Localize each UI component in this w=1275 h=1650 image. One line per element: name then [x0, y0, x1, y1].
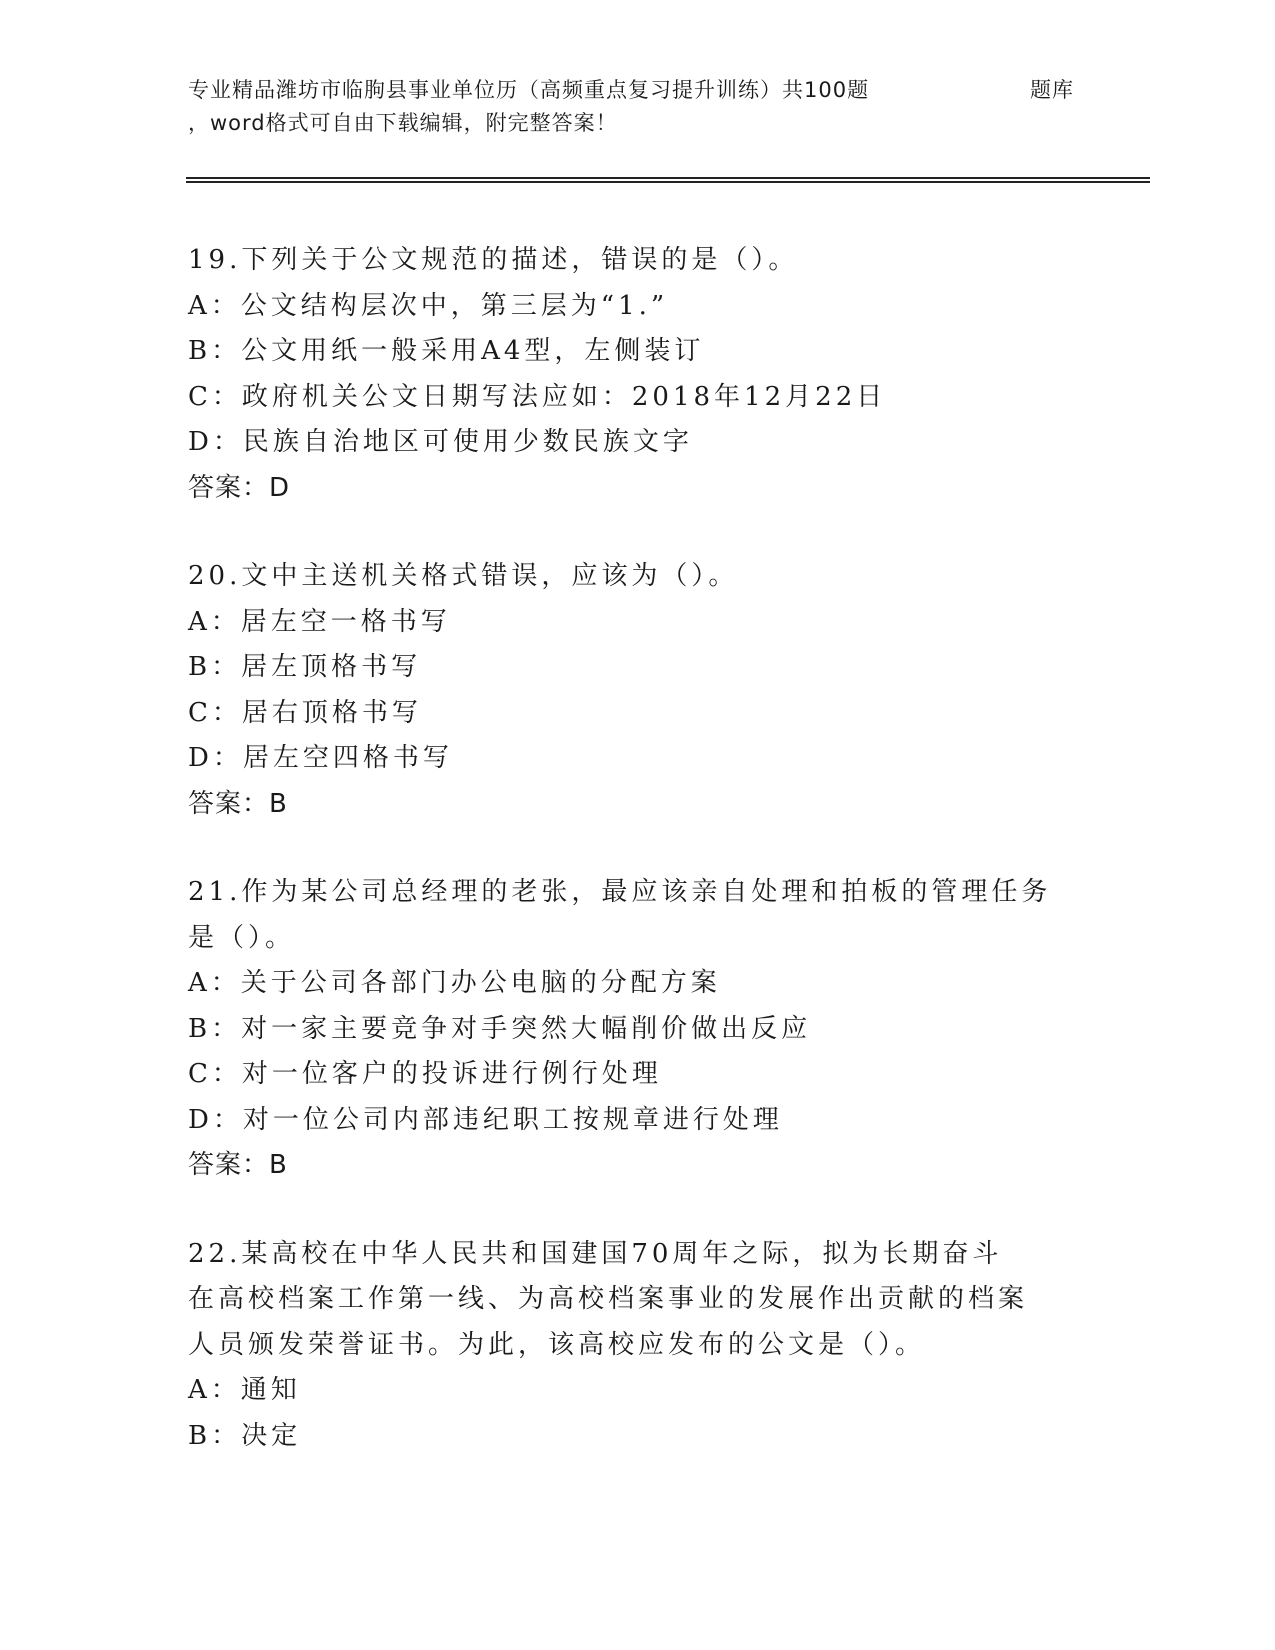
option-a: A：通知	[188, 1375, 301, 1405]
question-list	[188, 238, 1088, 1502]
question-19	[188, 238, 1088, 511]
option-b: B：居左顶格书写	[188, 652, 422, 682]
option-b: B：对一家主要竞争对手突然大幅削价做出反应	[188, 1013, 812, 1044]
header-divider-bottom	[186, 181, 1150, 183]
header-title-line2: ，word格式可自由下载编辑，附完整答案！	[188, 111, 618, 135]
answer-line: 答案：B	[188, 788, 288, 819]
page-header	[188, 74, 1148, 140]
option-c: C：政府机关公文日期写法应如：2018年12月22日	[188, 381, 887, 412]
answer-line: 答案：D	[188, 472, 291, 503]
option-c: C：居右顶格书写	[188, 697, 422, 728]
question-20	[188, 554, 1088, 827]
option-a: A：居左空一格书写	[188, 606, 451, 637]
option-d: D：居左空四格书写	[188, 743, 453, 773]
question-stem: 21.作为某公司总经理的老张，最应该亲自处理和拍板的管理任务是（）。	[188, 877, 1052, 953]
option-c: C：对一位客户的投诉进行例行处理	[188, 1059, 662, 1089]
header-divider-top	[186, 177, 1150, 179]
option-b: B：决定	[188, 1420, 302, 1451]
answer-line: 答案：B	[188, 1150, 288, 1180]
header-title-line1: 专业精品潍坊市临朐县事业单位历（高频重点复习提升训练）共100题	[188, 78, 870, 102]
question-21	[188, 870, 1088, 1189]
header-tag: 题库	[1030, 78, 1074, 102]
question-stem: 20.文中主送机关格式错误，应该为（）。	[188, 561, 739, 591]
option-a: A：公文结构层次中，第三层为“1.”	[188, 290, 669, 321]
question-22	[188, 1232, 1088, 1460]
option-b: B：公文用纸一般采用A4型，左侧装订	[188, 336, 705, 366]
option-d: D：对一位公司内部违纪职工按规章进行处理	[188, 1104, 783, 1135]
option-d: D：民族自治地区可使用少数民族文字	[188, 427, 693, 457]
question-stem: 22.某高校在中华人民共和国建国70周年之际，拟为长期奋斗在高校档案工作第一线、为高校档案事业的发展作出贡献的档案人员颁发荣誉证书。为此，该高校应发布的公文是（）。	[188, 1238, 1029, 1360]
question-stem: 19.下列关于公文规范的描述，错误的是（）。	[188, 245, 799, 275]
option-a: A：关于公司各部门办公电脑的分配方案	[188, 968, 721, 998]
